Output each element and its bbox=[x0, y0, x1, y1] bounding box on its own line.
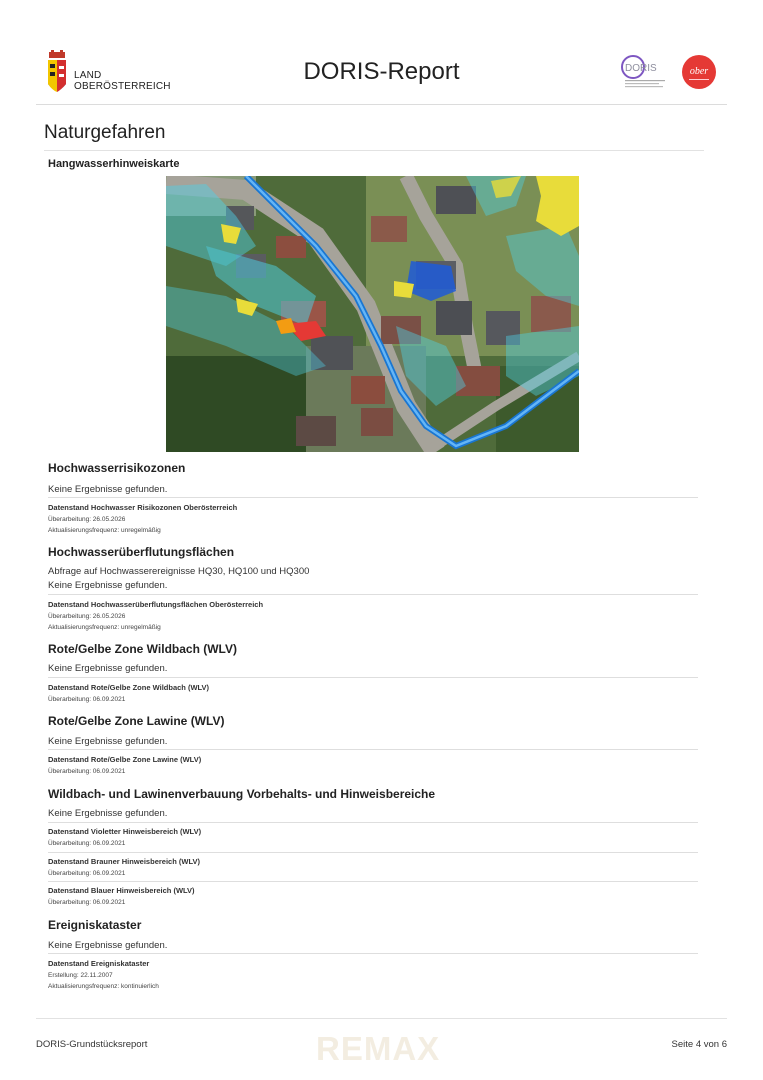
result-text: Keine Ergebnisse gefunden. bbox=[48, 736, 168, 747]
meta-title: Datenstand Brauner Hinweisbereich (WLV) bbox=[48, 857, 200, 866]
meta-text: Überarbeitung: 06.09.2021 bbox=[48, 696, 126, 703]
land-line-1: LAND bbox=[74, 70, 102, 81]
meta-text: Überarbeitung: 26.05.2026 bbox=[48, 516, 126, 523]
result-text: Keine Ergebnisse gefunden. bbox=[48, 484, 168, 495]
divider bbox=[48, 594, 698, 595]
meta-text: Erstellung: 22.11.2007 bbox=[48, 972, 113, 979]
meta-title: Datenstand Ereigniskataster bbox=[48, 959, 150, 968]
result-text: Keine Ergebnisse gefunden. bbox=[48, 940, 168, 951]
divider bbox=[48, 497, 698, 498]
meta-title: Datenstand Hochwasser Risikozonen Oberösterreich bbox=[48, 503, 238, 512]
ober-logo-icon bbox=[682, 55, 716, 89]
result-text: Keine Ergebnisse gefunden. bbox=[48, 580, 168, 591]
meta-title: Datenstand Violetter Hinweisbereich (WLV) bbox=[48, 827, 202, 836]
divider bbox=[48, 852, 698, 853]
meta-title: Datenstand Rote/Gelbe Zone Lawine (WLV) bbox=[48, 755, 202, 764]
meta-text: Überarbeitung: 26.05.2026 bbox=[48, 613, 126, 620]
divider bbox=[44, 150, 704, 151]
report-header bbox=[36, 46, 727, 105]
section-title: Naturgefahren bbox=[44, 122, 166, 143]
meta-text: Überarbeitung: 06.09.2021 bbox=[48, 840, 126, 847]
map-title: Hangwasserhinweiskarte bbox=[48, 158, 180, 170]
query-text: Abfrage auf Hochwasserereignisse HQ30, HQ100 und HQ300 bbox=[48, 566, 310, 577]
result-text: Keine Ergebnisse gefunden. bbox=[48, 663, 168, 674]
report-title: DORIS-Report bbox=[303, 58, 460, 85]
doris-logo-text: DORIS bbox=[625, 63, 657, 74]
footer-divider bbox=[36, 1018, 727, 1019]
doris-logo-icon bbox=[622, 56, 665, 87]
heading-hochwasserueberflutungsflaechen: Hochwasserüberflutungsflächen bbox=[48, 545, 235, 559]
meta-text: Aktualisierungsfrequenz: unregelmäßig bbox=[48, 527, 161, 534]
ober-logo-text: ober bbox=[689, 66, 709, 77]
heading-wildbach: Rote/Gelbe Zone Wildbach (WLV) bbox=[48, 642, 237, 656]
hangwasser-map bbox=[166, 176, 579, 452]
meta-text: Aktualisierungsfrequenz: kontinuierlich bbox=[48, 983, 159, 990]
divider bbox=[48, 749, 698, 750]
result-text: Keine Ergebnisse gefunden. bbox=[48, 808, 168, 819]
meta-text: Aktualisierungsfrequenz: unregelmäßig bbox=[48, 624, 161, 631]
meta-text: Überarbeitung: 06.09.2021 bbox=[48, 899, 126, 906]
partner-logos bbox=[621, 52, 717, 92]
divider bbox=[48, 953, 698, 954]
footer-page-number: Seite 4 von 6 bbox=[671, 1039, 727, 1050]
meta-title: Datenstand Blauer Hinweisbereich (WLV) bbox=[48, 886, 195, 895]
meta-text: Überarbeitung: 06.09.2021 bbox=[48, 768, 126, 775]
divider bbox=[48, 677, 698, 678]
heading-lawine: Rote/Gelbe Zone Lawine (WLV) bbox=[48, 714, 225, 728]
divider bbox=[48, 822, 698, 823]
meta-text: Überarbeitung: 06.09.2021 bbox=[48, 870, 126, 877]
heading-vorbehalts-hinweisbereiche: Wildbach- und Lawinenverbauung Vorbehalts- und Hinweisbereiche bbox=[48, 787, 436, 801]
divider bbox=[48, 881, 698, 882]
meta-title: Datenstand Hochwasserüberflutungsflächen Oberösterreich bbox=[48, 600, 264, 609]
land-line-2: OBERÖSTERREICH bbox=[74, 81, 171, 92]
remax-watermark: REMAX bbox=[316, 1030, 441, 1067]
heading-hochwasserrisikozonen: Hochwasserrisikozonen bbox=[48, 461, 186, 475]
footer-report-name: DORIS-Grundstücksreport bbox=[36, 1039, 148, 1050]
heading-ereigniskataster: Ereigniskataster bbox=[48, 918, 142, 932]
meta-title: Datenstand Rote/Gelbe Zone Wildbach (WLV) bbox=[48, 683, 210, 692]
